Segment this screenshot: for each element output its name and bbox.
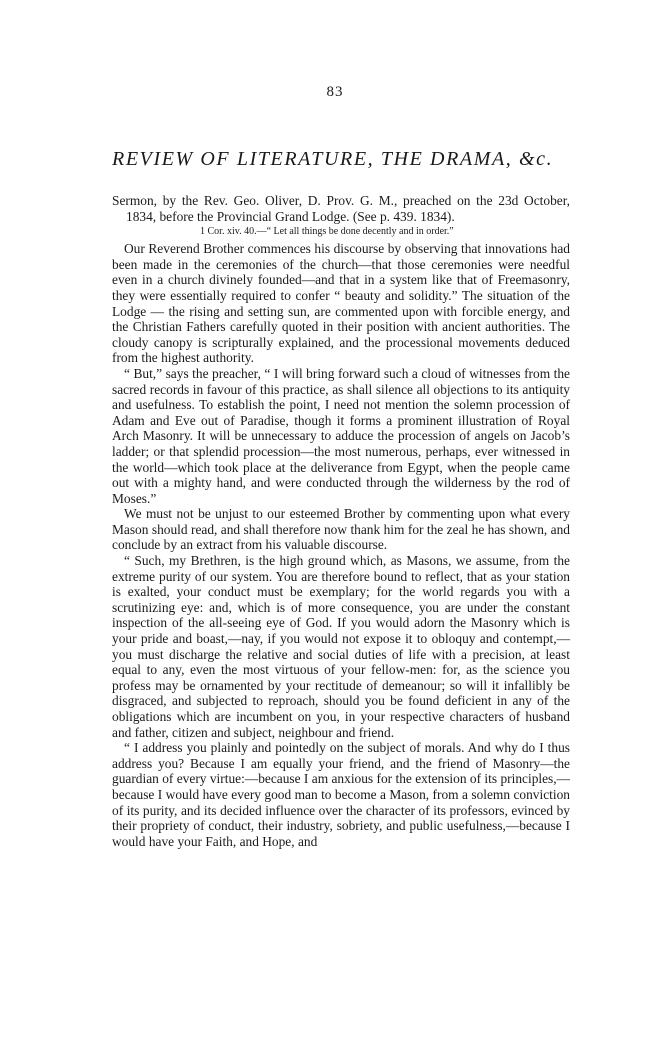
epigraph: 1 Cor. xiv. 40.—“ Let all things be done decently and in order.” [200,226,454,238]
paragraph-4: “ Such, my Brethren, is the high ground which, as Masons, we assume, from the extreme purity of our system. You are therefore bound to reflect, that as your station is exalted, your conduct must be exemplary; for the world regards you with a scrutinizing eye: and, which is of more consequence, you are under the constant inspection of the all-seeing eye of God. If you would adorn the Masonry which is your pride and boast,—nay, if you would not expose it to obloquy and contempt,—you must discharge the relative and social duties of life with a precision, at least equal to any, even the most virtuous of your fellow-men: for, as the science you profess may be ornamented by your rectitude of demeanour; so will it infallibly be disgraced, and subjected to reproach, should you be found deficient in any of the obligations which are incumbent on you, in your respective characters of husband and father, citizen and subject, neighbour and friend. [112,553,570,740]
entry-heading: Sermon, by the Rev. Geo. Oliver, D. Prov. G. M., preached on the 23d October, 1834, before the Provincial Grand Lodge. (See p. 439. 1834). [112,193,570,224]
page-number: 83 [326,84,344,100]
paragraph-3: We must not be unjust to our esteemed Brother by commenting upon what every Mason should read, and shall therefore now thank him for the zeal he has shown, and conclude by an extract from his valuable discourse. [112,506,570,553]
paragraph-2: “ But,” says the preacher, “ I will bring forward such a cloud of witnesses from the sacred records in favour of this practice, as shall silence all objections to its antiquity and usefulness. To establish the point, I need not mention the solemn procession of Adam and Eve out of Paradise, though it forms a prominent illustration of Royal Arch Masonry. It will be unnecessary to adduce the procession of angels on Jacob’s ladder; or that splendid procession—the most numerous, perhaps, ever witnessed in the world—which took place at the deliverance from Egypt, when the people came out with a mighty hand, and were conducted through the wilderness by the rod of Moses.” [112,365,570,506]
paragraph-5: “ I address you plainly and pointedly on the subject of morals. And why do I thus address you? Because I am equally your friend, and the friend of Masonry—the guardian of every virtue:—because I am anxious for the extension of its principles,—because I would have every good man to become a Mason, from a solemn conviction of its purity, and its decided influence over the character of its professors, evinced by their propriety of conduct, their industry, sobriety, and public usefulness,—because I would have your Faith, and Hope, and [112,740,570,849]
article-body [112,193,570,849]
section-title: REVIEW OF LITERATURE, THE DRAMA, &c. [112,148,554,170]
paragraph-1: Our Reverend Brother commences his discourse by observing that innovations had been made in the ceremonies of the church—that those ceremonies were needful even in a church divinely founded—and that in a system like that of Freemasonry, they were essentially required to confer “ beauty and solidity.” The situation of the Lodge — the rising and setting sun, are commented upon with forcible energy, and the Christian Fathers carefully quoted in their position with ancient authorities. The cloudy canopy is scripturally explained, and the processional movements deduced from the highest authority. [112,241,570,366]
